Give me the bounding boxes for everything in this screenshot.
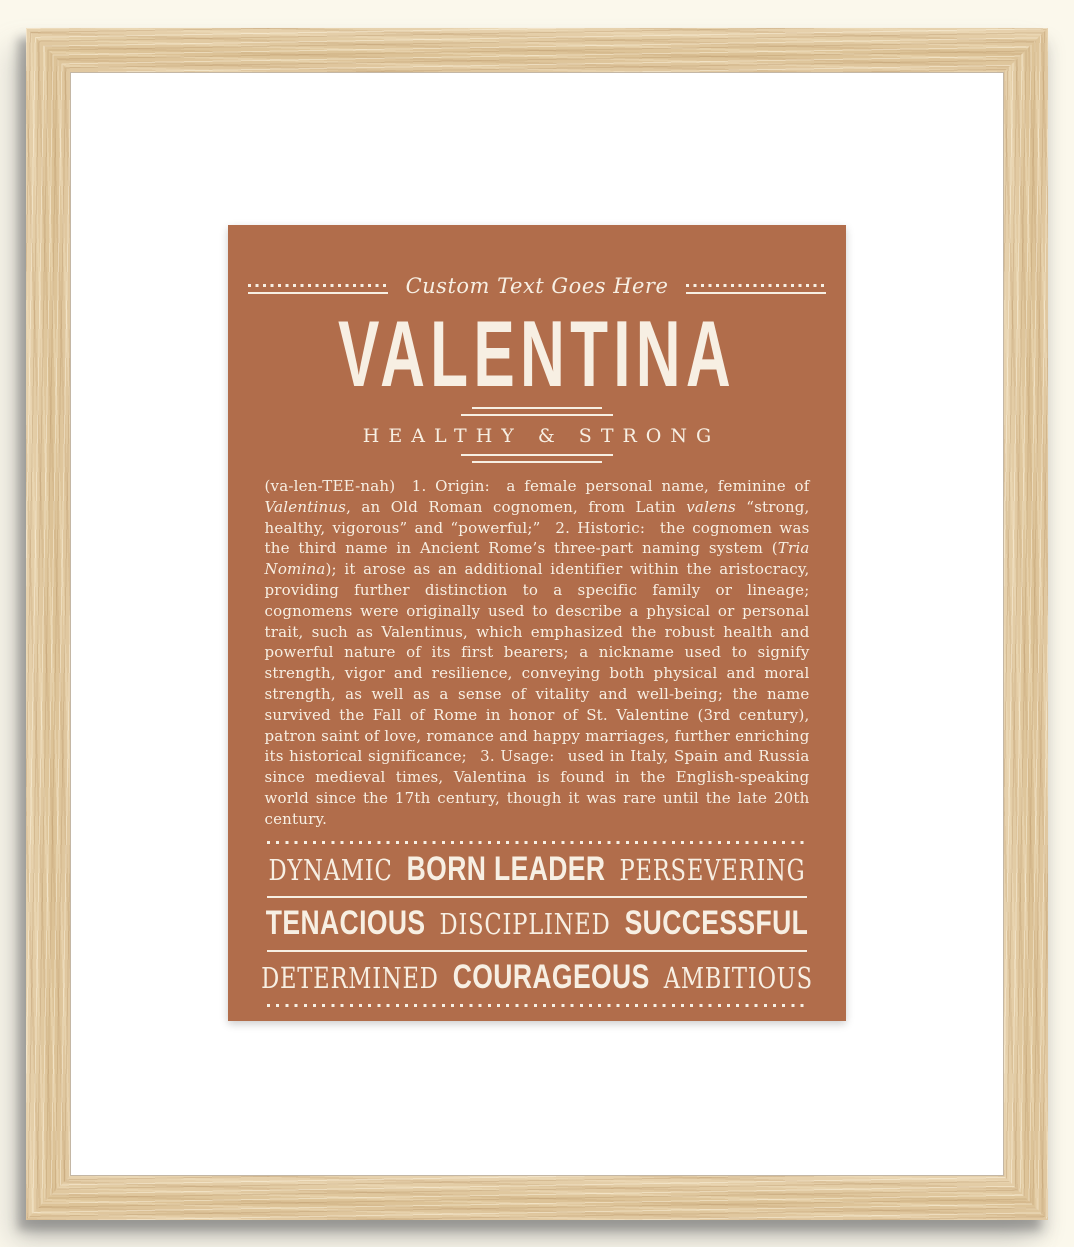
traits-border-top-dots [267, 841, 807, 844]
dotted-line-icon [248, 284, 388, 287]
trait-word: DISCIPLINED [439, 906, 611, 941]
rule-line [461, 414, 613, 416]
subtitle-divider-top [461, 407, 613, 416]
trait-row-2 [265, 903, 809, 944]
traits-border-bottom-dots [267, 1004, 807, 1007]
rule-line [686, 292, 826, 294]
frame-wood-bottom [26, 1176, 1048, 1220]
rule-line [248, 292, 388, 294]
header-decoration-right [686, 284, 826, 294]
mat-board [70, 72, 1004, 1176]
subtitle-divider-bottom [461, 454, 613, 463]
picture-frame [26, 28, 1048, 1220]
rule-line [472, 461, 602, 463]
name-art-print [228, 225, 846, 1021]
subtitle: HEALTHY & STRONG [362, 425, 721, 447]
trait-word: DETERMINED [261, 960, 439, 995]
trait-word: PERSEVERING [619, 852, 806, 887]
trait-word: SUCCESSFUL [624, 903, 809, 942]
name-title: VALENTINA [338, 301, 736, 406]
trait-divider-1 [267, 896, 807, 898]
frame-wood-right [1004, 28, 1048, 1220]
trait-divider-2 [267, 950, 807, 952]
dotted-line-icon [686, 284, 826, 287]
frame-wood-top [26, 28, 1048, 72]
rule-line [472, 407, 602, 409]
trait-word: COURAGEOUS [452, 957, 650, 996]
trait-word: AMBITIOUS [663, 960, 813, 995]
rule-line [461, 454, 613, 456]
trait-word: DYNAMIC [268, 852, 393, 887]
custom-text-label: Custom Text Goes Here [405, 274, 669, 298]
frame-wood-left [26, 28, 70, 1220]
trait-row-3 [261, 957, 813, 998]
trait-word: TENACIOUS [265, 903, 426, 942]
traits-section [261, 841, 813, 1007]
definition-paragraph: (va-len-TEE-nah) 1. Origin: a female personal name, feminine of Valentinus, an Old Roman cognomen, from Latin valens “strong, healthy, vigorous” and “powerful;” 2. Historic: the cognomen was the third name in Ancient Rome’s three-part naming system (Tria Nomina); it arose as an additional identifier within the aristocracy, providing further distinction to a specific family or lineage; cognomens were originally used to describe a physical or personal trait, such as Valentinus, which emphasized the robust health and powerful nature of its first bearers; a nickname used to signify strength, vigor and resilience, conveying both physical and moral strength, as well as a sense of vitality and well-being; the name survived the Fall of Rome in honor of St. Valentine (3rd century), patron saint of love, romance and happy marriages, further enriching its historical significance; 3. Usage: used in Italy, Spain and Russia since medieval times, Valentina is found in the English-speaking world since the 17th century, though it was rare until the late 20th century. [264, 477, 810, 828]
trait-word: BORN LEADER [406, 849, 606, 888]
trait-row-1 [268, 849, 806, 890]
header-decoration-left [248, 284, 388, 294]
